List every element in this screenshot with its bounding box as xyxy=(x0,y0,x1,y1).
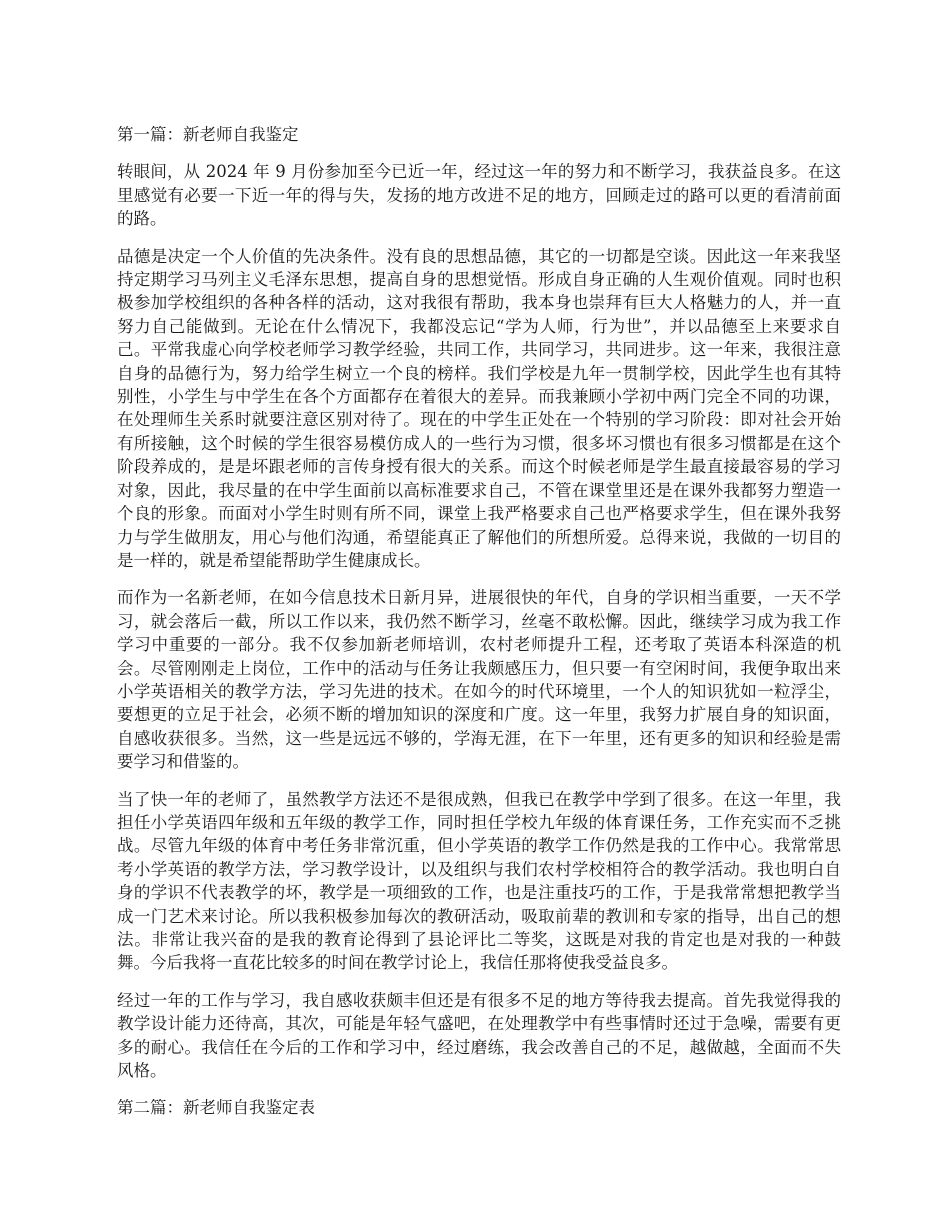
paragraph-learning: 而作为一名新老师，在如今信息技术日新月异，进展很快的年代，自身的学识相当重要，一天不学习，就会落后一截，所以工作以来，我仍然不断学习，丝毫不敢松懈。因此，继续学习成为我工作学习中重要的一部分。我不仅参加新老师培训，农村老师提升工程，还考取了英语本科深造的机会。尽管刚刚走上岗位，工作中的活动与任务让我颇感压力，但只要一有空闲时间，我便争取出来小学英语相关的教学方法，学习先进的技术。在如今的时代环境里，一个人的知识犹如一粒浮尘，要想更的立足于社会，必须不断的增加知识的深度和广度。这一年里，我努力扩展自身的知识面，自感收获很多。当然，这一些是远远不够的，学海无涯，在下一年里，还有更多的知识和经验是需要学习和借鉴的。 xyxy=(117,588,841,772)
section-heading-1: 第一篇：新老师自我鉴定 xyxy=(117,125,299,144)
paragraph-teaching: 当了快一年的老师了，虽然教学方法还不是很成熟，但我已在教学中学到了很多。在这一年里，我担任小学英语四年级和五年级的教学工作，同时担任学校九年级的体育课任务，工作充实而不乏挑战。尽管九年级的体育中考任务非常沉重，但小学英语的教学工作仍然是我的工作中心。我常常思考小学英语的教学方法，学习教学设计，以及组织与我们农村学校相符合的教学活动。我也明白自身的学识不代表教学的坏，教学是一项细致的工作，也是注重技巧的工作，于是我常常想把教学当成一门艺术来讨论。所以我积极参加每次的教研活动，吸取前辈的教训和专家的指导，出自己的想法。非常让我兴奋的是我的教育论得到了县论评比二等奖，这既是对我的肯定也是对我的一种鼓舞。今后我将一直花比较多的时间在教学讨论上，我信任那将使我受益良多。 xyxy=(117,789,841,973)
paragraph-shortcomings: 经过一年的工作与学习，我自感收获颇丰但还是有很多不足的地方等待我去提高。首先我觉得我的教学设计能力还待高，其次，可能是年轻气盛吧，在处理教学中有些事情时还过于急噪，需要有更多的耐心。我信任在今后的工作和学习中，经过磨练，我会改善自己的不足，越做越，全面而不失风格。 xyxy=(117,990,841,1081)
paragraph-intro: 转眼间，从 2024 年 9 月份参加至今已近一年，经过这一年的努力和不断学习，我获益良多。在这里感觉有必要一下近一年的得与失，发扬的地方改进不足的地方，回顾走过的路可以更的看清前面的路。 xyxy=(117,162,841,229)
paragraph-morality: 品德是决定一个人价值的先决条件。没有良的思想品德，其它的一切都是空谈。因此这一年来我坚持定期学习马列主义毛泽东思想，提高自身的思想觉悟。形成自身正确的人生观价值观。同时也积极参加学校组织的各种各样的活动，这对我很有帮助，我本身也崇拜有巨大人格魅力的人，并一直努力自己能做到。无论在什么情况下，我都没忘记“学为人师，行为世”，并以品德至上来要求自己。平常我虚心向学校老师学习教学经验，共同工作，共同学习，共同进步。这一年来，我很注意自身的品德行为，努力给学生树立一个良的榜样。我们学校是九年一贯制学校，因此学生也有其特别性，小学生与中学生在各个方面都存在着很大的差异。而我兼顾小学初中两门完全不同的功课，在处理师生关系时就要注意区别对待了。现在的中学生正处在一个特别的学习阶段：即对社会开始有所接触，这个时候的学生很容易模仿成人的一些行为习惯，很多坏习惯也有很多习惯都是在这个阶段养成的，是是坏跟老师的言传身授有很大的关系。而这个时候老师是学生最直接最容易的学习对象，因此，我尽量的在中学生面前以高标准要求自己，不管在课堂里还是在课外我都努力塑造一个良的形象。而面对小学生时则有所不同，课堂上我严格要求自己也严格要求学生，但在课外我努力与学生做朋友，用心与他们沟通，希望能真正了解他们的所想所爱。总得来说，我做的一切目的是一样的，就是希望能帮助学生健康成长。 xyxy=(117,246,841,570)
section-heading-2: 第二篇：新老师自我鉴定表 xyxy=(117,1098,315,1118)
document-body xyxy=(117,123,841,1134)
